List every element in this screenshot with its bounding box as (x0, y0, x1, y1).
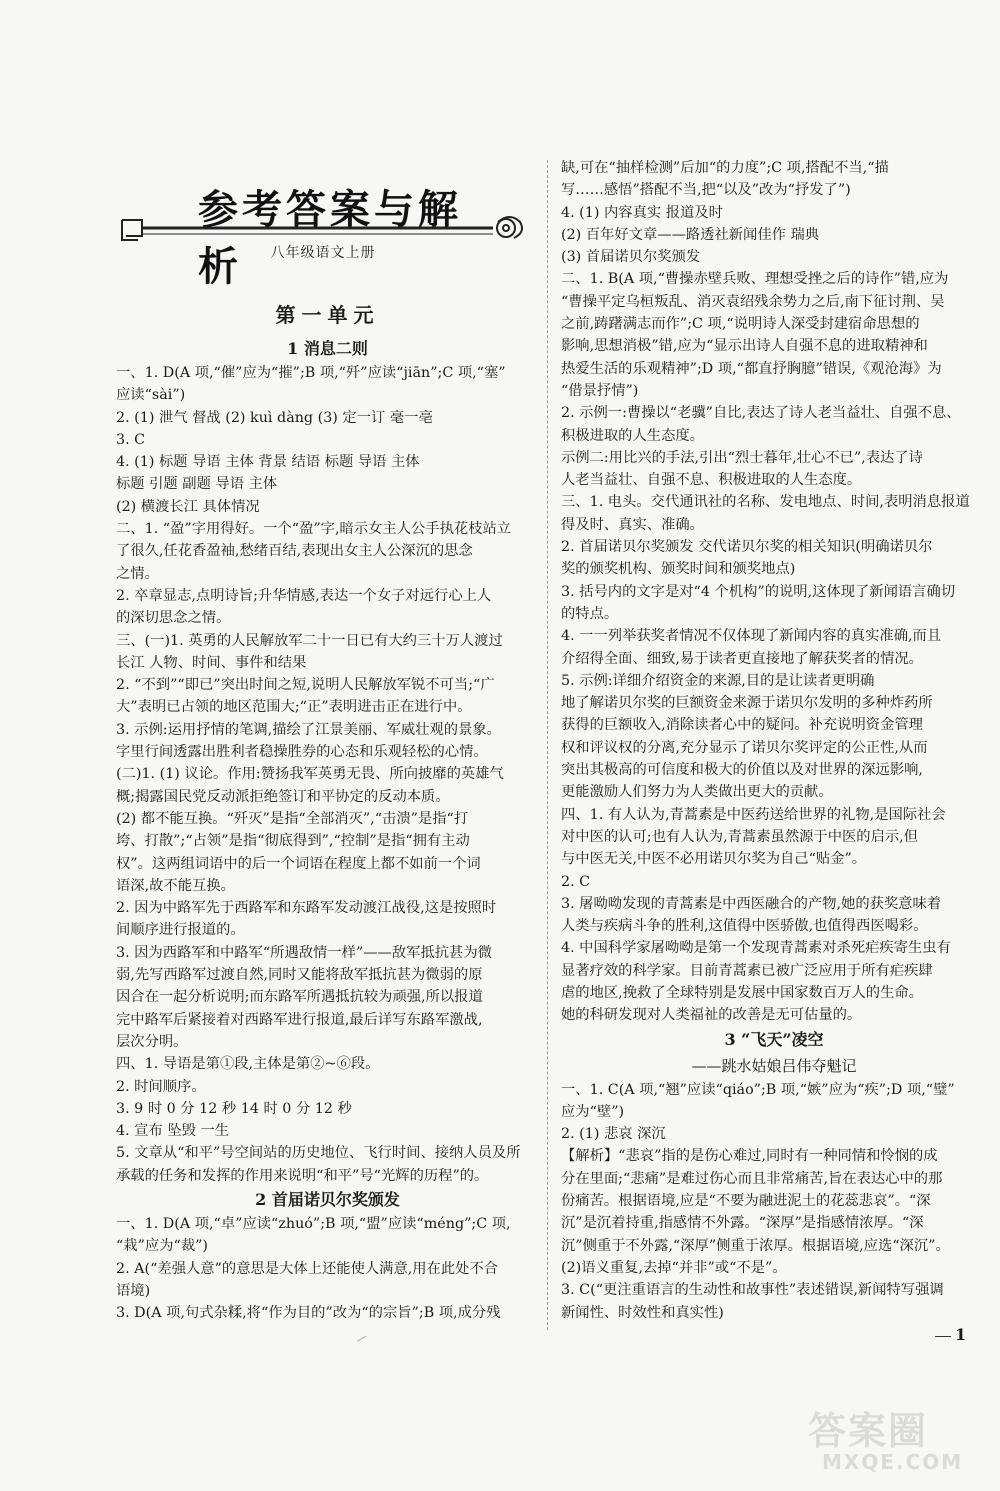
answer-line: 热爱生活的乐观精神”;D 项,“都直抒胸臆”错误,《观沧海》为 (561, 360, 942, 377)
answer-line: 2. 时间顺序。 (116, 1078, 206, 1095)
answer-line: 应为“壁”) (561, 1103, 625, 1120)
answer-line: 突出其极高的可信度和极大的价值以及对世界的深远影响, (561, 762, 923, 779)
answer-line: 4. (1) 标题 导语 主体 背景 结语 标题 导语 主体 (116, 454, 420, 471)
column-divider (547, 160, 548, 1330)
answer-line: 与中医无关,中医不必用诺贝尔奖为自己“贴金”。 (561, 851, 867, 868)
answer-line: 一、1. D(A 项,“催”应为“摧”;B 项,“歼”应读“jiān”;C 项,“塞” (116, 365, 506, 381)
answer-line: 的特点。 (561, 605, 619, 622)
answer-line: 5. 文章从“和平”号空间站的历史地位、飞行时间、接纳人员及所 (116, 1145, 521, 1162)
answer-line: 3. D(A 项,句式杂糅,将“作为目的”改为“的宗旨”;B 项,成分残 (116, 1305, 501, 1322)
answer-line: 她的科研发现对人类福祉的改善是无可估量的。 (561, 1007, 862, 1024)
watermark (808, 1400, 988, 1480)
answer-line: 字里行间透露出胜利者稳操胜券的心态和乐观轻松的心情。 (116, 744, 488, 761)
answer-line: 2. 卒章显志,点明诗旨;升华情感,表达一个女子对远行心上人 (116, 587, 492, 604)
right-column (561, 157, 987, 1324)
answer-line: 二、1. “盈”字用得好。一个“盈”字,暗示女主人公手执花枝站立 (116, 521, 512, 538)
answer-line: (2) 百年好文章——路透社新闻佳作 瑞典 (561, 226, 820, 243)
answer-line: 因合在一起分析说明;而东路军所遇抵抗较为顽强,所以报道 (116, 989, 483, 1006)
page-header (118, 178, 528, 290)
answer-line: 4. 宣布 坠毁 一生 (116, 1123, 230, 1140)
answer-line: 层次分明。 (116, 1033, 188, 1050)
lesson-heading: 2 首届诺贝尔奖颁发 (255, 1189, 400, 1209)
answer-line: 人类与疾病斗争的胜利,这值得中医骄傲,也值得西医喝彩。 (561, 918, 928, 935)
answer-line: 介绍得全面、细致,易于读者更直接地了解获奖者的情况。 (561, 650, 923, 667)
answer-line: 分在里面;“悲痛”是难过伤心而且非常痛苦,旨在表达心中的那 (561, 1170, 943, 1187)
main-title: 参考答案与解析 (198, 187, 462, 290)
answer-line: 语深,故不能互换。 (116, 877, 235, 894)
answer-line: 四、1. 导语是第①段,主体是第②~⑥段。 (116, 1056, 380, 1073)
lesson-heading: 1 消息二则 (287, 339, 368, 358)
answer-line: 二、1. B(A 项,“曹操赤壁兵败、理想受挫之后的诗作”错,应为 (561, 271, 949, 288)
answer-line: 权和评议权的分离,充分显示了诺贝尔奖评定的公正性,从而 (561, 739, 928, 756)
answer-line: 3. 因为西路军和中路军“所遇敌情一样”——敌军抵抗甚为微 (116, 944, 492, 961)
answer-line: (二)1. (1) 议论。作用:赞扬我军英勇无畏、所向披靡的英雄气 (116, 766, 504, 783)
lesson-subheading: ——跳水姑娘吕伟夺魁记 (691, 1056, 857, 1075)
watermark-brand: 答案圈 (808, 1409, 929, 1453)
answer-line: 影响,思想消极”错,应为“显示出诗人自强不息的进取精神和 (561, 338, 928, 355)
answer-line: 3. 示例:运用抒情的笔调,描绘了江景美丽、军威壮观的景象。 (116, 721, 501, 738)
answer-line: 虐的地区,挽救了全球特别是发展中国家数百万人的生命。 (561, 984, 923, 1001)
answer-line: 了很久,任花香盈袖,愁绪百结,表现出女主人公深沉的思念 (116, 543, 473, 560)
unit-heading: 第一单元 (275, 303, 380, 327)
answer-line: 对中医的认可;也有人认为,青蒿素虽然源于中医的启示,但 (561, 828, 919, 845)
answer-line: 之前,踌躇满志而作”;C 项,“说明诗人深受封建宿命思想的 (561, 316, 920, 333)
answer-line: 显著疗效的科学家。目前青蒿素已被广泛应用于所有疟疾肆 (561, 962, 933, 979)
answer-line: 缺,可在“抽样检测”后加“的力度”;C 项,搭配不当,“描 (561, 160, 889, 176)
answer-line: 2. 示例一:曹操以“老骥”自比,表达了诗人老当益壮、自强不息、 (561, 405, 961, 422)
answer-line: 之情。 (116, 565, 159, 582)
answer-line: 2. (1) 悲哀 深沉 (561, 1126, 666, 1143)
answer-line: 4. 一一列举获奖者情况不仅体现了新闻内容的真实准确,而且 (561, 628, 942, 645)
answer-line: 四、1. 有人认为,青蒿素是中医药送给世界的礼物,是国际社会 (561, 806, 946, 823)
answer-line: 2. 因为中路军先于西路军和东路军发动渡江战役,这是按照时 (116, 900, 497, 917)
answer-line: 3. 9 时 0 分 12 秒 14 时 0 分 12 秒 (116, 1100, 352, 1117)
left-column (116, 300, 539, 1324)
title-ornament-icon (118, 210, 528, 242)
answer-line: 3. 括号内的文字是对“4 个机构”的说明,这体现了新闻语言确切 (561, 583, 956, 600)
answer-line: 2. A(“差强人意”的意思是大体上还能使人满意,用在此处不合 (116, 1260, 499, 1277)
answer-line: 间顺序进行报道的。 (116, 922, 245, 939)
answer-line: 权”。这两组词语中的后一个词语在程度上都不如前一个词 (116, 855, 481, 872)
answer-line: “栽”应为“裁”) (116, 1238, 209, 1255)
answer-line: 大”表明已占领的地区范围大;“正”表明进击正在进行中。 (116, 699, 472, 716)
answer-line: 三、1. 电头。交代通讯社的名称、发电地点、时间,表明消息报道 (561, 494, 970, 511)
answer-line: (2) 横渡长江 具体情况 (116, 498, 260, 515)
answer-line: 积极进取的人生态度。 (561, 427, 704, 444)
answer-line: 【解析】“悲哀”指的是伤心难过,同时有一种同情和怜悯的成 (561, 1148, 938, 1165)
answer-line: 奖的颁奖机构、颁奖时间和颁奖地点) (561, 561, 796, 578)
answer-line: 沉”是沉着持重,指感情不外露。“深厚”是指感情浓厚。“深 (561, 1215, 924, 1232)
answer-line: 长江 人物、时间、事件和结果 (116, 654, 307, 671)
answer-line: 5. 示例:详细介绍资金的来源,目的是让读者更明确 (561, 672, 875, 689)
page-number: 1 (955, 1325, 967, 1344)
answer-line: 4. (1) 内容真实 报道及时 (561, 204, 723, 221)
answer-line: 地了解诺贝尔奖的巨额资金来源于诺贝尔发明的多种炸药所 (561, 695, 933, 712)
answer-line: “曹操平定乌桓叛乱、消灭袁绍残余势力之后,南下征讨荆、吴 (561, 293, 945, 310)
answer-line: 得及时、真实、准确。 (561, 516, 704, 533)
answer-line: 应读“sài”) (116, 387, 186, 404)
answer-line: 一、1. D(A 项,“卓”应读“zhuó”;B 项,“盟”应读“méng”;C 项, (116, 1215, 511, 1232)
page-number-rule (935, 1336, 951, 1337)
answer-line: 2. C (561, 873, 591, 890)
answer-line: 2. “不到”“即已”突出时间之短,说明人民解放军锐不可当;“广 (116, 677, 495, 694)
answer-line: “借景抒情”) (561, 382, 639, 399)
answer-line: 更能激励人们努力为人类做出更大的贡献。 (561, 784, 833, 801)
answer-line: 3. C(“更注重语言的生动性和故事性”表述错误,新闻特写强调 (561, 1282, 944, 1299)
answer-line: 写……感悟”搭配不当,把“以及”改为“抒发了”) (561, 182, 851, 199)
answer-line: 3. 屠呦呦发现的青蒿素是中西医融合的产物,她的获奖意味着 (561, 895, 942, 912)
answer-line: 沉”侧重于不外露,“深厚”侧重于浓厚。根据语境,应选“深沉”。 (561, 1237, 950, 1254)
answer-line: 份痛苦。根据语境,应是“不要为融进泥土的花蕊悲哀”。“深 (561, 1193, 931, 1210)
answer-line: (2) 都不能互换。“歼灭”是指“全部消灭”,“击溃”是指“打 (116, 810, 469, 827)
answer-line: 完中路军后紧接着对西路军进行报道,最后详写东路军激战, (116, 1011, 483, 1028)
answer-line: (2)语义重复,去掉“并非”或“不是”。 (561, 1259, 787, 1276)
answer-line: 4. 中国科学家屠呦呦是第一个发现青蒿素对杀死疟疾寄生虫有 (561, 940, 951, 957)
answer-line: 2. (1) 泄气 督战 (2) kuì dàng (3) 定一订 毫一亳 (116, 409, 433, 426)
answer-line: 概;揭露国民党反动派拒绝签订和平协定的反动本质。 (116, 788, 450, 805)
answer-line: 一、1. C(A 项,“翘”应读“qiáo”;B 项,“嫉”应为“疾”;D 项,“璧” (561, 1081, 955, 1098)
answer-line: 3. C (116, 431, 146, 448)
answer-line: 新闻性、时效性和真实性) (561, 1304, 724, 1321)
lesson-heading: 3 “飞天”凌空 (724, 1029, 824, 1049)
answer-line: 三、(一)1. 英勇的人民解放军二十一日已有大约三十万人渡过 (116, 632, 503, 649)
scan-mark (357, 1336, 367, 1343)
answer-line: 标题 引题 副题 导语 主体 (116, 476, 278, 493)
answer-line: 获得的巨额收入,消除读者心中的疑问。补充说明资金管理 (561, 717, 923, 734)
answer-line: 2. 首届诺贝尔奖颁发 交代诺贝尔奖的相关知识(明确诺贝尔 (561, 539, 933, 556)
answer-line: 弱,先写西路军过渡自然,同时又能将敌军抵抗甚为微弱的原 (116, 967, 483, 984)
watermark-url: MXQE.COM (822, 1450, 964, 1474)
answer-line: 垮、打散”;“占领”是指“彻底得到”,“控制”是指“拥有主动 (116, 833, 470, 850)
answer-line: 语境) (116, 1282, 151, 1299)
answer-line: (3) 首届诺贝尔奖颁发 (561, 249, 701, 266)
answer-line: 人老当益壮、自强不息、积极进取的人生态度。 (561, 472, 862, 489)
page-subtitle: 八年级语文上册 (270, 245, 376, 261)
answer-line: 承载的任务和发挥的作用来说明“和平”号“光辉的历程”的。 (116, 1167, 489, 1184)
answer-line: 示例二:用比兴的手法,引出“烈士暮年,壮心不已”,表达了诗 (561, 449, 923, 466)
answer-line: 的深切思念之情。 (116, 610, 231, 627)
